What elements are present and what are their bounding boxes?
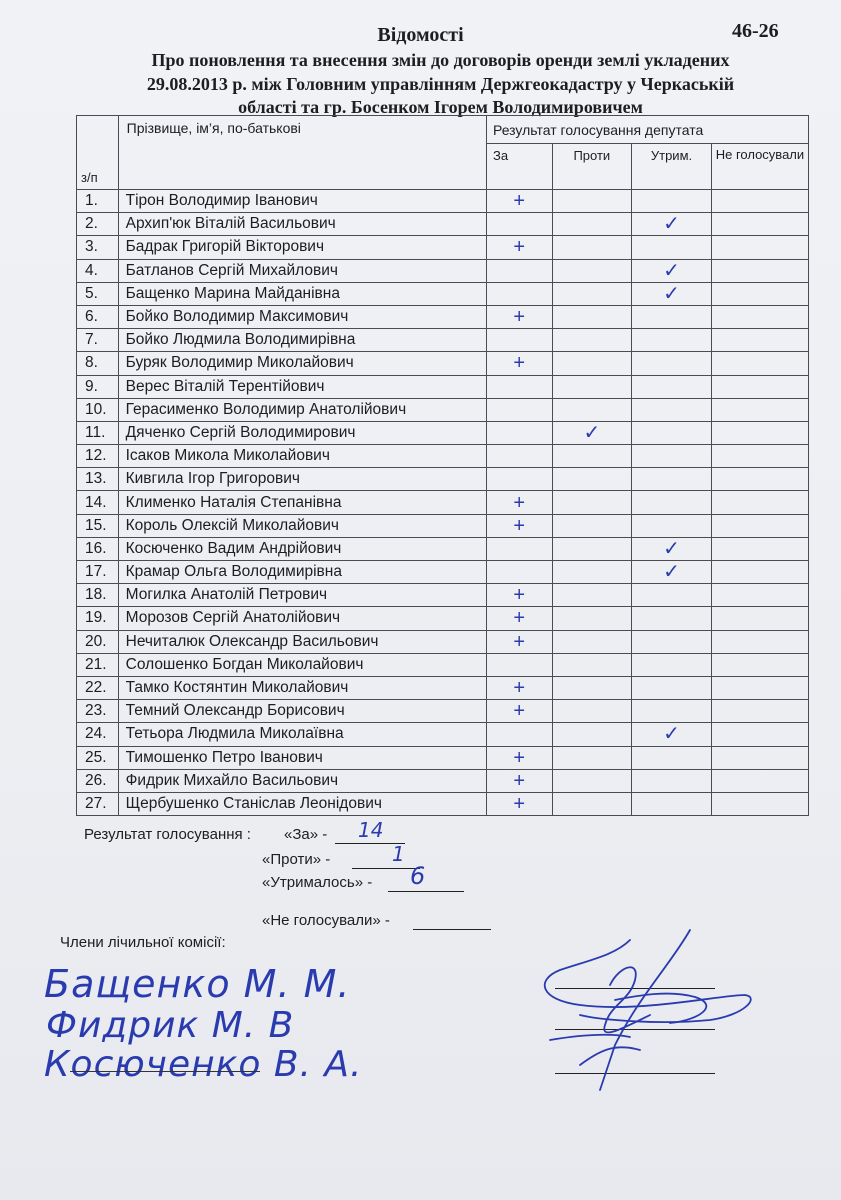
table-row — [77, 561, 809, 584]
vote-against — [552, 445, 632, 468]
vote-not-voted — [711, 398, 808, 421]
vote-for: + — [486, 305, 552, 328]
row-number: 1. — [77, 190, 119, 213]
vote-not-voted — [711, 375, 808, 398]
deputy-name: Щербушенко Станіслав Леонідович — [118, 792, 486, 815]
not-voted-label: «Не голосували» - — [262, 912, 390, 929]
vote-for — [486, 259, 552, 282]
vote-for: + — [486, 584, 552, 607]
document-title: Відомості — [377, 24, 464, 46]
col-number-header: з/п — [77, 116, 119, 190]
table-row — [77, 792, 809, 815]
vote-abstain — [632, 352, 712, 375]
vote-abstain — [632, 700, 712, 723]
row-number: 17. — [77, 561, 119, 584]
vote-abstain — [632, 421, 712, 444]
vote-against — [552, 398, 632, 421]
vote-abstain: ✓ — [632, 561, 712, 584]
vote-for: + — [486, 792, 552, 815]
vote-against — [552, 259, 632, 282]
for-value: 14 — [358, 818, 384, 842]
vote-against — [552, 769, 632, 792]
row-number: 3. — [77, 236, 119, 259]
col-not-voted-header: Не голосували — [711, 144, 808, 190]
row-number: 11. — [77, 421, 119, 444]
row-number: 9. — [77, 375, 119, 398]
deputy-name: Могилка Анатолій Петрович — [118, 584, 486, 607]
vote-against: ✓ — [552, 421, 632, 444]
vote-for: + — [486, 236, 552, 259]
table-row — [77, 190, 809, 213]
vote-abstain — [632, 375, 712, 398]
row-number: 6. — [77, 305, 119, 328]
row-number: 13. — [77, 468, 119, 491]
vote-abstain — [632, 305, 712, 328]
vote-not-voted — [711, 352, 808, 375]
vote-abstain: ✓ — [632, 213, 712, 236]
col-abstain-header: Утрим. — [632, 144, 712, 190]
row-number: 16. — [77, 537, 119, 560]
table-row — [77, 676, 809, 699]
deputy-name: Тетьора Людмила Миколаївна — [118, 723, 486, 746]
abstain-label: «Утрималось» - — [262, 874, 373, 891]
vote-not-voted — [711, 653, 808, 676]
totals-label: Результат голосування : — [84, 826, 251, 843]
row-number: 12. — [77, 445, 119, 468]
table-row — [77, 584, 809, 607]
commission-label: Члени лічильної комісії: — [60, 934, 226, 951]
deputy-name: Буряк Володимир Миколайович — [118, 352, 486, 375]
document-number: 46-26 — [732, 20, 779, 42]
commission-member-2: Фидрик М. В — [46, 1005, 295, 1046]
deputy-name: Бащенко Марина Майданівна — [118, 282, 486, 305]
vote-not-voted — [711, 792, 808, 815]
vote-not-voted — [711, 537, 808, 560]
row-number: 25. — [77, 746, 119, 769]
vote-against — [552, 329, 632, 352]
table-row — [77, 259, 809, 282]
vote-not-voted — [711, 514, 808, 537]
vote-against — [552, 468, 632, 491]
deputy-name: Тірон Володимир Іванович — [118, 190, 486, 213]
vote-for: + — [486, 190, 552, 213]
deputy-name: Тимошенко Петро Іванович — [118, 746, 486, 769]
vote-against — [552, 607, 632, 630]
vote-not-voted — [711, 190, 808, 213]
table-row — [77, 468, 809, 491]
col-for-header: За — [486, 144, 552, 190]
table-row — [77, 236, 809, 259]
vote-for — [486, 398, 552, 421]
against-label: «Проти» - — [262, 851, 331, 868]
row-number: 26. — [77, 769, 119, 792]
against-value: 1 — [392, 842, 405, 866]
signature-graphic — [520, 925, 760, 1095]
vote-abstain — [632, 746, 712, 769]
table-row — [77, 282, 809, 305]
vote-against — [552, 491, 632, 514]
vote-abstain: ✓ — [632, 723, 712, 746]
row-number: 2. — [77, 213, 119, 236]
vote-against — [552, 282, 632, 305]
vote-against — [552, 561, 632, 584]
vote-for: + — [486, 352, 552, 375]
vote-for — [486, 329, 552, 352]
vote-abstain — [632, 607, 712, 630]
vote-abstain: ✓ — [632, 282, 712, 305]
vote-not-voted — [711, 561, 808, 584]
vote-for — [486, 653, 552, 676]
vote-against — [552, 723, 632, 746]
vote-for: + — [486, 514, 552, 537]
row-number: 19. — [77, 607, 119, 630]
deputy-name: Бойко Людмила Володимирівна — [118, 329, 486, 352]
row-number: 21. — [77, 653, 119, 676]
table-row — [77, 630, 809, 653]
deputy-name: Кивгила Ігор Григорович — [118, 468, 486, 491]
table-row — [77, 491, 809, 514]
table-row — [77, 653, 809, 676]
table-row — [77, 746, 809, 769]
vote-against — [552, 792, 632, 815]
subtitle-line-2: 29.08.2013 р. між Головним управлінням Держгеокадастру у Черкаській — [146, 74, 735, 94]
deputy-name: Ісаков Микола Миколайович — [118, 445, 486, 468]
vote-abstain — [632, 491, 712, 514]
col-name-header: Прізвище, ім’я, по-батькові — [118, 116, 486, 190]
row-number: 8. — [77, 352, 119, 375]
vote-abstain — [632, 190, 712, 213]
vote-not-voted — [711, 236, 808, 259]
row-number: 24. — [77, 723, 119, 746]
deputy-name: Бойко Володимир Максимович — [118, 305, 486, 328]
vote-abstain — [632, 514, 712, 537]
deputy-name: Темний Олександр Борисович — [118, 700, 486, 723]
abstain-value: 6 — [410, 862, 426, 890]
vote-abstain — [632, 236, 712, 259]
deputy-name: Архип'юк Віталій Васильович — [118, 213, 486, 236]
deputy-name: Герасименко Володимир Анатолійович — [118, 398, 486, 421]
vote-abstain — [632, 792, 712, 815]
vote-not-voted — [711, 584, 808, 607]
vote-for — [486, 723, 552, 746]
row-number: 20. — [77, 630, 119, 653]
vote-abstain — [632, 630, 712, 653]
vote-abstain — [632, 398, 712, 421]
vote-against — [552, 190, 632, 213]
vote-not-voted — [711, 607, 808, 630]
row-number: 15. — [77, 514, 119, 537]
deputy-name: Солошенко Богдан Миколайович — [118, 653, 486, 676]
vote-against — [552, 375, 632, 398]
vote-abstain — [632, 468, 712, 491]
deputy-name: Тамко Костянтин Миколайович — [118, 676, 486, 699]
vote-against — [552, 213, 632, 236]
table-row — [77, 607, 809, 630]
vote-for: + — [486, 607, 552, 630]
vote-abstain — [632, 584, 712, 607]
vote-not-voted — [711, 676, 808, 699]
table-row — [77, 329, 809, 352]
deputy-name: Нечиталюк Олександр Васильович — [118, 630, 486, 653]
vote-against — [552, 630, 632, 653]
vote-for — [486, 537, 552, 560]
vote-against — [552, 514, 632, 537]
vote-not-voted — [711, 630, 808, 653]
vote-abstain — [632, 653, 712, 676]
vote-for — [486, 375, 552, 398]
vote-abstain — [632, 329, 712, 352]
vote-for: + — [486, 746, 552, 769]
vote-for — [486, 445, 552, 468]
table-row — [77, 700, 809, 723]
vote-not-voted — [711, 213, 808, 236]
vote-for — [486, 468, 552, 491]
vote-not-voted — [711, 723, 808, 746]
subtitle-line-1: Про поновлення та внесення змін до договорів оренди землі укладених — [151, 50, 730, 70]
table-row — [77, 445, 809, 468]
vote-abstain — [632, 445, 712, 468]
deputy-name: Косюченко Вадим Андрійович — [118, 537, 486, 560]
subtitle-line-3: області та гр. Босенком Ігорем Володимировичем — [238, 97, 643, 117]
vote-for: + — [486, 676, 552, 699]
vote-against — [552, 305, 632, 328]
table-row — [77, 723, 809, 746]
col-result-header: Результат голосування депутата — [486, 116, 808, 144]
col-against-header: Проти — [552, 144, 632, 190]
commission-member-1: Бащенко М. М. — [44, 962, 351, 1006]
deputy-name: Фидрик Михайло Васильович — [118, 769, 486, 792]
row-number: 23. — [77, 700, 119, 723]
commission-member-3: Косюченко В. А. — [44, 1044, 363, 1085]
vote-against — [552, 352, 632, 375]
vote-not-voted — [711, 700, 808, 723]
deputy-name: Верес Віталій Терентійович — [118, 375, 486, 398]
vote-for: + — [486, 491, 552, 514]
vote-not-voted — [711, 468, 808, 491]
for-label: «За» - — [284, 826, 328, 843]
table-row — [77, 769, 809, 792]
row-number: 22. — [77, 676, 119, 699]
vote-against — [552, 653, 632, 676]
vote-for — [486, 421, 552, 444]
deputy-name: Клименко Наталія Степанівна — [118, 491, 486, 514]
deputy-name: Бадрак Григорій Вікторович — [118, 236, 486, 259]
table-row — [77, 398, 809, 421]
vote-abstain: ✓ — [632, 259, 712, 282]
vote-abstain — [632, 676, 712, 699]
vote-for: + — [486, 630, 552, 653]
deputy-name: Король Олексій Миколайович — [118, 514, 486, 537]
vote-against — [552, 746, 632, 769]
vote-against — [552, 584, 632, 607]
row-number: 18. — [77, 584, 119, 607]
deputy-name: Крамар Ольга Володимирівна — [118, 561, 486, 584]
table-row — [77, 352, 809, 375]
vote-abstain — [632, 769, 712, 792]
vote-against — [552, 700, 632, 723]
vote-not-voted — [711, 259, 808, 282]
row-number: 4. — [77, 259, 119, 282]
vote-for: + — [486, 769, 552, 792]
vote-not-voted — [711, 445, 808, 468]
voting-table — [76, 115, 809, 816]
vote-abstain: ✓ — [632, 537, 712, 560]
table-row — [77, 305, 809, 328]
table-row — [77, 537, 809, 560]
row-number: 10. — [77, 398, 119, 421]
vote-not-voted — [711, 421, 808, 444]
vote-against — [552, 537, 632, 560]
row-number: 27. — [77, 792, 119, 815]
vote-for — [486, 561, 552, 584]
table-row — [77, 375, 809, 398]
vote-not-voted — [711, 305, 808, 328]
row-number: 7. — [77, 329, 119, 352]
vote-not-voted — [711, 746, 808, 769]
vote-against — [552, 236, 632, 259]
vote-not-voted — [711, 282, 808, 305]
vote-not-voted — [711, 329, 808, 352]
table-row — [77, 421, 809, 444]
vote-not-voted — [711, 491, 808, 514]
vote-not-voted — [711, 769, 808, 792]
table-row — [77, 514, 809, 537]
row-number: 5. — [77, 282, 119, 305]
deputy-name: Морозов Сергій Анатолійович — [118, 607, 486, 630]
table-row — [77, 213, 809, 236]
vote-for — [486, 282, 552, 305]
vote-for — [486, 213, 552, 236]
vote-against — [552, 676, 632, 699]
deputy-name: Батланов Сергій Михайлович — [118, 259, 486, 282]
vote-for: + — [486, 700, 552, 723]
deputy-name: Дяченко Сергій Володимирович — [118, 421, 486, 444]
row-number: 14. — [77, 491, 119, 514]
